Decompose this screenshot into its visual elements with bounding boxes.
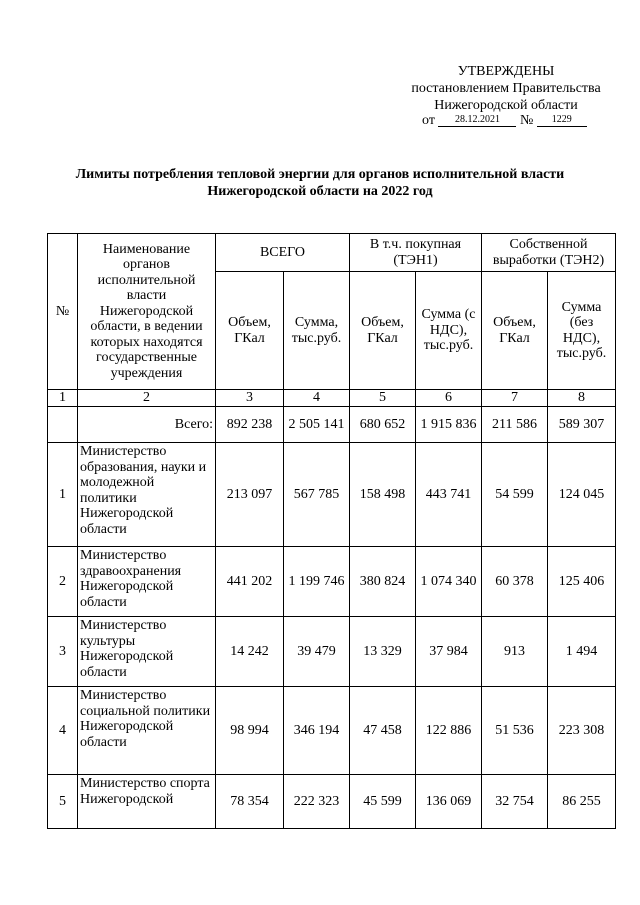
row-own-sum: 1 494 [548, 617, 616, 687]
header-volume2: Объем, ГКал [350, 272, 416, 390]
column-number: 2 [78, 390, 216, 407]
total-purchased-volume: 680 652 [350, 407, 416, 443]
row-name: Министерство культуры Нижегородской области [78, 617, 216, 687]
row-num: 1 [48, 443, 78, 547]
column-number: 7 [482, 390, 548, 407]
row-volume: 441 202 [216, 547, 284, 617]
row-volume: 78 354 [216, 775, 284, 829]
total-purchased-sum: 1 915 836 [416, 407, 482, 443]
row-sum: 567 785 [284, 443, 350, 547]
column-number: 4 [284, 390, 350, 407]
approval-line-2: Нижегородской области [434, 98, 578, 113]
row-own-sum: 124 045 [548, 443, 616, 547]
table-row [48, 687, 616, 775]
header-sum-vat: Сумма (с НДС), тыс.руб. [416, 272, 482, 390]
column-number: 1 [48, 390, 78, 407]
number-label: № [519, 113, 534, 128]
row-purchased-volume: 47 458 [350, 687, 416, 775]
table-row [48, 775, 616, 829]
row-sum: 222 323 [284, 775, 350, 829]
total-row [48, 407, 616, 443]
row-volume: 213 097 [216, 443, 284, 547]
approval-date: 28.12.2021 [438, 114, 516, 127]
column-number: 6 [416, 390, 482, 407]
column-number: 3 [216, 390, 284, 407]
row-own-volume: 54 599 [482, 443, 548, 547]
row-purchased-sum: 1 074 340 [416, 547, 482, 617]
row-purchased-sum: 443 741 [416, 443, 482, 547]
row-volume: 98 994 [216, 687, 284, 775]
header-num: № [48, 234, 78, 390]
row-own-volume: 32 754 [482, 775, 548, 829]
approval-number: 1229 [537, 114, 587, 127]
row-sum: 346 194 [284, 687, 350, 775]
approval-heading: УТВЕРЖДЕНЫ [457, 64, 555, 79]
row-name: Министерство спорта Нижегородской [78, 775, 216, 829]
row-num: 5 [48, 775, 78, 829]
row-own-sum: 86 255 [548, 775, 616, 829]
row-own-volume: 60 378 [482, 547, 548, 617]
row-name: Министерство социальной политики Нижегородской области [78, 687, 216, 775]
row-purchased-sum: 122 886 [416, 687, 482, 775]
row-own-sum: 125 406 [548, 547, 616, 617]
from-label: от [422, 113, 435, 128]
row-own-volume: 51 536 [482, 687, 548, 775]
row-purchased-sum: 136 069 [416, 775, 482, 829]
header-volume3: Объем, ГКал [482, 272, 548, 390]
table-row [48, 617, 616, 687]
header-sum-novat: Сумма (без НДС), тыс.руб. [548, 272, 616, 390]
title-line-1: Лимиты потребления тепловой энергии для органов исполнительной власти [75, 167, 565, 182]
approval-block [400, 63, 612, 114]
total-volume: 892 238 [216, 407, 284, 443]
header-name: Наименование органов исполнительной власти Нижегородской области, в ведении которых находятся государственные учреждения [78, 234, 216, 390]
row-purchased-sum: 37 984 [416, 617, 482, 687]
header-purchased: В т.ч. покупная (ТЭН1) [350, 234, 482, 272]
row-sum: 39 479 [284, 617, 350, 687]
row-own-sum: 223 308 [548, 687, 616, 775]
row-num: 3 [48, 617, 78, 687]
document-title [40, 166, 600, 200]
limits-table [47, 233, 616, 829]
row-name: Министерство здравоохранения Нижегородской области [78, 547, 216, 617]
row-num: 2 [48, 547, 78, 617]
row-sum: 1 199 746 [284, 547, 350, 617]
total-sum: 2 505 141 [284, 407, 350, 443]
row-volume: 14 242 [216, 617, 284, 687]
total-own-sum: 589 307 [548, 407, 616, 443]
title-line-2: Нижегородской области на 2022 год [207, 184, 433, 199]
header-sum: Сумма, тыс.руб. [284, 272, 350, 390]
row-purchased-volume: 158 498 [350, 443, 416, 547]
row-name: Министерство образования, науки и молодежной политики Нижегородской области [78, 443, 216, 547]
row-num: 4 [48, 687, 78, 775]
total-own-volume: 211 586 [482, 407, 548, 443]
table-row [48, 443, 616, 547]
approval-line-1: постановлением Правительства [411, 81, 601, 96]
row-purchased-volume: 380 824 [350, 547, 416, 617]
header-volume: Объем, ГКал [216, 272, 284, 390]
column-number: 8 [548, 390, 616, 407]
total-label: Всего: [78, 407, 216, 443]
row-purchased-volume: 13 329 [350, 617, 416, 687]
approval-date-line [422, 112, 622, 129]
total-num [48, 407, 78, 443]
header-own: Собственной выработки (ТЭН2) [482, 234, 616, 272]
row-own-volume: 913 [482, 617, 548, 687]
row-purchased-volume: 45 599 [350, 775, 416, 829]
table-row [48, 547, 616, 617]
header-total: ВСЕГО [216, 234, 350, 272]
column-number: 5 [350, 390, 416, 407]
